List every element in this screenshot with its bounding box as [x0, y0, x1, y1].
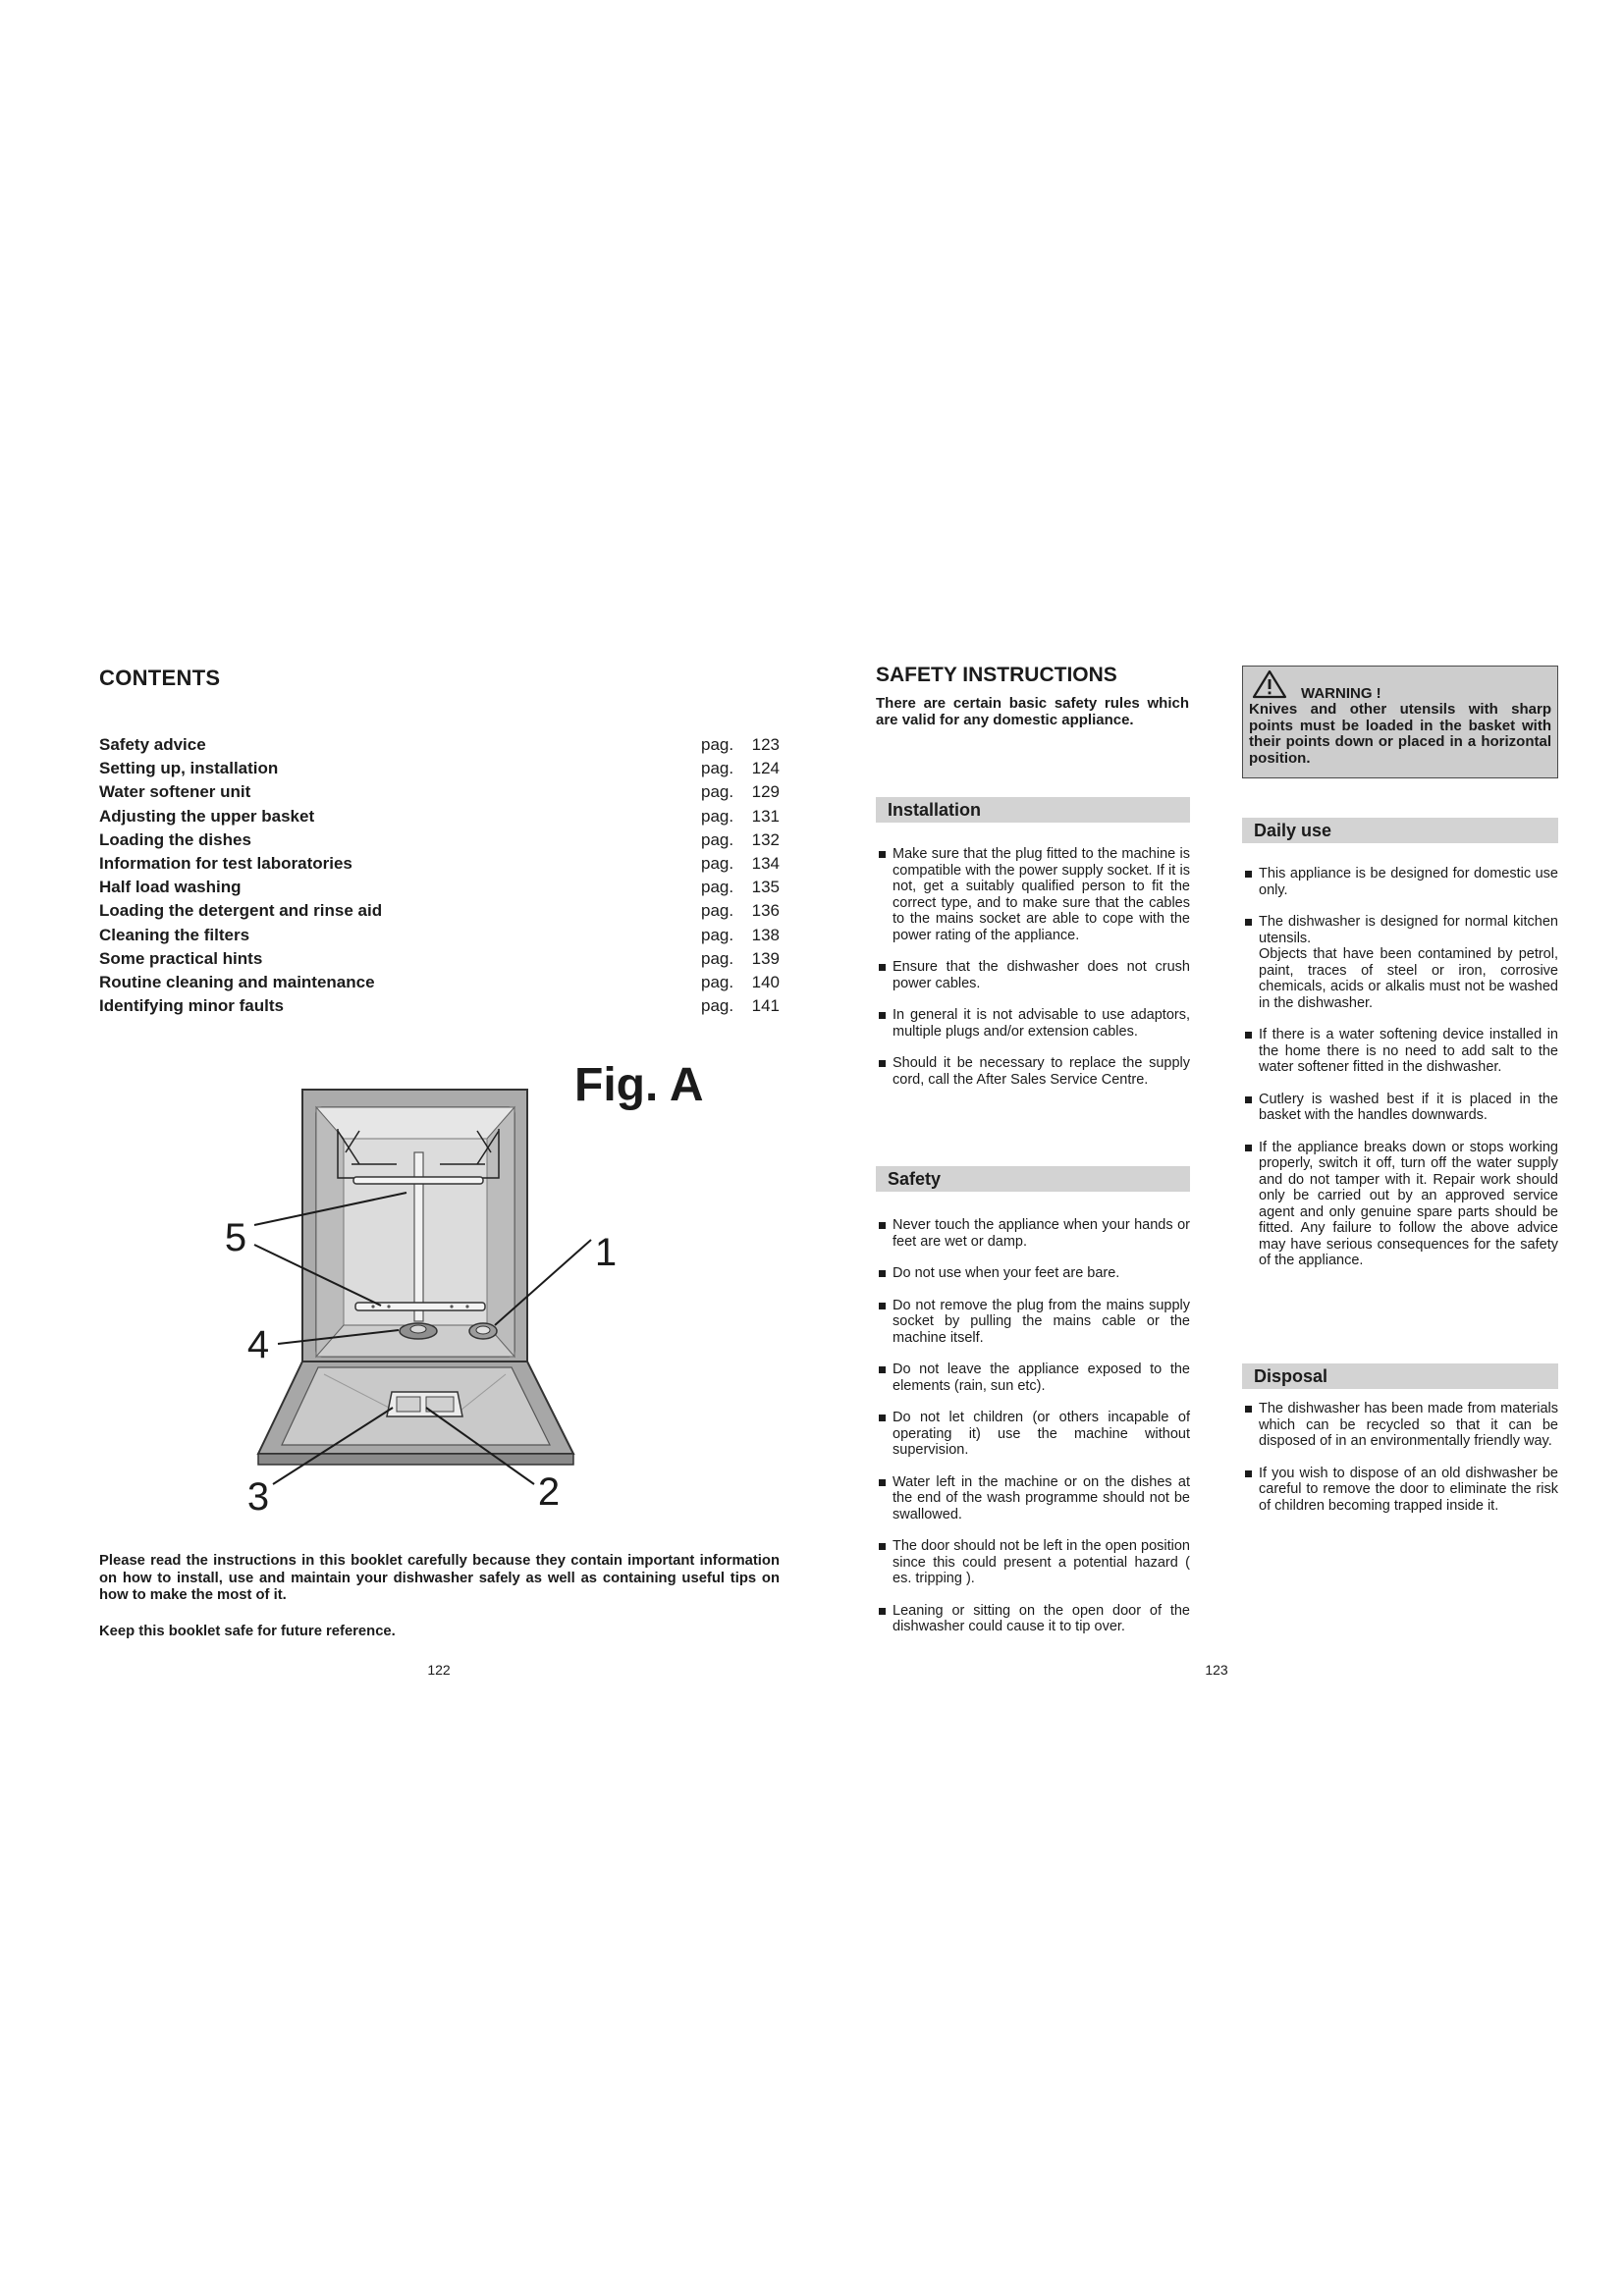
toc-label: Half load washing — [99, 878, 242, 897]
list-item: If you wish to dispose of an old dishwasher be careful to remove the door to eliminate the risk of children becoming trapped inside it. — [1242, 1466, 1558, 1515]
toc-row — [99, 852, 780, 876]
toc-label: Identifying minor faults — [99, 996, 284, 1016]
warning-triangle-icon — [1252, 669, 1287, 699]
warning-text: Knives and other utensils with sharp points must be loaded in the basket with their points down or placed in a horizontal position. — [1249, 701, 1551, 767]
dishwasher-illustration — [216, 1080, 648, 1531]
list-item: Ensure that the dishwasher does not crush power cables. — [876, 959, 1190, 991]
toc-row — [99, 805, 780, 828]
toc-row — [99, 757, 780, 780]
toc-page-number: 136 — [751, 901, 780, 921]
list-item: In general it is not advisable to use adaptors, multiple plugs and/or extension cables. — [876, 1007, 1190, 1040]
list-item: Never touch the appliance when your hands or feet are wet or damp. — [876, 1217, 1190, 1250]
read-instructions-note: Please read the instructions in this booklet carefully because they contain important information on how to install, use and maintain your dishwasher safely as well as containing useful tips on how to make the most of it. — [99, 1553, 780, 1603]
safety-heading: Safety — [876, 1166, 1190, 1192]
toc-label: Loading the detergent and rinse aid — [99, 901, 383, 921]
toc-label: Adjusting the upper basket — [99, 806, 315, 826]
toc-page-number: 124 — [751, 759, 780, 778]
toc-page-number: 139 — [751, 948, 780, 968]
toc-label: Water softener unit — [99, 782, 251, 802]
toc-label: Loading the dishes — [99, 829, 251, 849]
toc-pag-label: pag. — [701, 972, 734, 991]
list-item: Do not let children (or others incapable of operating it) use the machine without supervision. — [876, 1410, 1190, 1459]
toc-row — [99, 971, 780, 994]
toc-row — [99, 780, 780, 804]
toc-page-number: 129 — [751, 782, 780, 802]
toc-page-number: 140 — [751, 972, 780, 991]
safety-instructions-title: SAFETY INSTRUCTIONS — [876, 664, 1117, 686]
list-item: Do not leave the appliance exposed to the elements (rain, sun etc). — [876, 1362, 1190, 1394]
toc-page-number: 123 — [751, 735, 780, 754]
list-item — [1242, 866, 1558, 898]
toc-page-number: 138 — [751, 925, 780, 944]
filter — [400, 1323, 437, 1339]
list-item: The dishwasher has been made from materials which can be recycled so that it can be disposed of in an environmentally friendly way. — [1242, 1401, 1558, 1450]
toc-pag-label: pag. — [701, 878, 734, 897]
daily-use-heading: Daily use — [1242, 818, 1558, 843]
list-item-text: If the appliance breaks down or stops working properly, switch it off, turn off the water supply and do not tamper with it. Repair work should only be carried out by an approved service agent and only genuine spare parts should be fitted. Any failure to follow the above advice may have serious consequences for the safety of the appliance. — [1259, 1139, 1558, 1268]
list-item — [1242, 1092, 1558, 1124]
toc-row — [99, 994, 780, 1018]
callout-number-5: 5 — [224, 1216, 247, 1259]
toc-row — [99, 947, 780, 971]
list-item: Make sure that the plug fitted to the machine is compatible with the power supply socket. If it is not, get a suitably qualified person to fit the correct type, and to make sure that the cables to the mains socket are able to cope with the power rating of the appliance. — [876, 846, 1190, 943]
toc-pag-label: pag. — [701, 853, 734, 873]
callout-number-1: 1 — [594, 1231, 618, 1274]
contents-title: CONTENTS — [99, 666, 221, 690]
contents-list — [99, 733, 780, 1018]
list-item: Should it be necessary to replace the supply cord, call the After Sales Service Centre. — [876, 1055, 1190, 1088]
toc-pag-label: pag. — [701, 948, 734, 968]
detergent-dispenser — [387, 1392, 462, 1416]
toc-pag-label: pag. — [701, 759, 734, 778]
toc-label: Safety advice — [99, 735, 206, 754]
toc-pag-label: pag. — [701, 735, 734, 754]
toc-label: Some practical hints — [99, 948, 263, 968]
page-number-right: 123 — [1205, 1662, 1228, 1678]
toc-pag-label: pag. — [701, 901, 734, 921]
installation-heading: Installation — [876, 797, 1190, 823]
page-number-left: 122 — [427, 1662, 451, 1678]
disposal-heading: Disposal — [1242, 1363, 1558, 1389]
toc-pag-label: pag. — [701, 782, 734, 802]
list-item: Leaning or sitting on the open door of the dishwasher could cause it to tip over. — [876, 1603, 1190, 1635]
list-item-text: This appliance is be designed for domestic use only. — [1259, 866, 1558, 898]
upper-spray-arm — [353, 1177, 483, 1184]
toc-label: Routine cleaning and maintenance — [99, 972, 375, 991]
toc-row — [99, 828, 780, 852]
callout-number-2: 2 — [537, 1470, 561, 1514]
toc-page-number: 131 — [751, 806, 780, 826]
toc-row — [99, 876, 780, 899]
list-item — [1242, 1140, 1558, 1269]
callout-number-3: 3 — [246, 1475, 270, 1519]
toc-pag-label: pag. — [701, 925, 734, 944]
toc-page-number: 132 — [751, 829, 780, 849]
salt-container-cap — [469, 1323, 497, 1339]
disposal-list — [1242, 1401, 1558, 1529]
keep-booklet-note: Keep this booklet safe for future reference. — [99, 1624, 396, 1639]
toc-page-number: 134 — [751, 853, 780, 873]
toc-pag-label: pag. — [701, 806, 734, 826]
toc-pag-label: pag. — [701, 829, 734, 849]
list-item: Do not use when your feet are bare. — [876, 1265, 1190, 1282]
toc-label: Cleaning the filters — [99, 925, 250, 944]
toc-page-number: 141 — [751, 996, 780, 1016]
toc-row — [99, 924, 780, 947]
list-item: The door should not be left in the open position since this could present a potential hazard ( es. tripping ). — [876, 1538, 1190, 1587]
figure-label: Fig. A — [574, 1059, 704, 1111]
list-item-text: Cutlery is washed best if it is placed in the basket with the handles downwards. — [1259, 1091, 1558, 1123]
safety-intro: There are certain basic safety rules which are valid for any domestic appliance. — [876, 695, 1189, 728]
list-item — [1242, 914, 1558, 1011]
list-item: Do not remove the plug from the mains supply socket by pulling the mains cable or the machine itself. — [876, 1298, 1190, 1347]
toc-label: Information for test laboratories — [99, 853, 352, 873]
daily-use-list — [1242, 866, 1558, 1285]
warning-heading: WARNING ! — [1301, 685, 1381, 702]
warning-box — [1242, 666, 1558, 778]
installation-list — [876, 846, 1190, 1103]
list-item-text: The dishwasher is designed for normal kitchen utensils. — [1259, 914, 1558, 946]
lower-spray-arm — [355, 1303, 485, 1310]
toc-pag-label: pag. — [701, 996, 734, 1016]
toc-label: Setting up, installation — [99, 759, 279, 778]
toc-page-number: 135 — [751, 878, 780, 897]
list-item-continuation: Objects that have been contamined by petrol, paint, traces of steel or iron, corrosive chemicals, acids or alkalis must not be washed in the dishwasher. — [1259, 946, 1558, 1011]
toc-row — [99, 899, 780, 923]
toc-row — [99, 733, 780, 757]
list-item-text: If there is a water softening device installed in the home there is no need to add salt to the water softener fitted in the dishwasher. — [1259, 1027, 1558, 1075]
list-item: Water left in the machine or on the dishes at the end of the wash programme should not be swallowed. — [876, 1474, 1190, 1523]
safety-list — [876, 1217, 1190, 1651]
list-item — [1242, 1027, 1558, 1076]
callout-number-4: 4 — [246, 1323, 270, 1366]
